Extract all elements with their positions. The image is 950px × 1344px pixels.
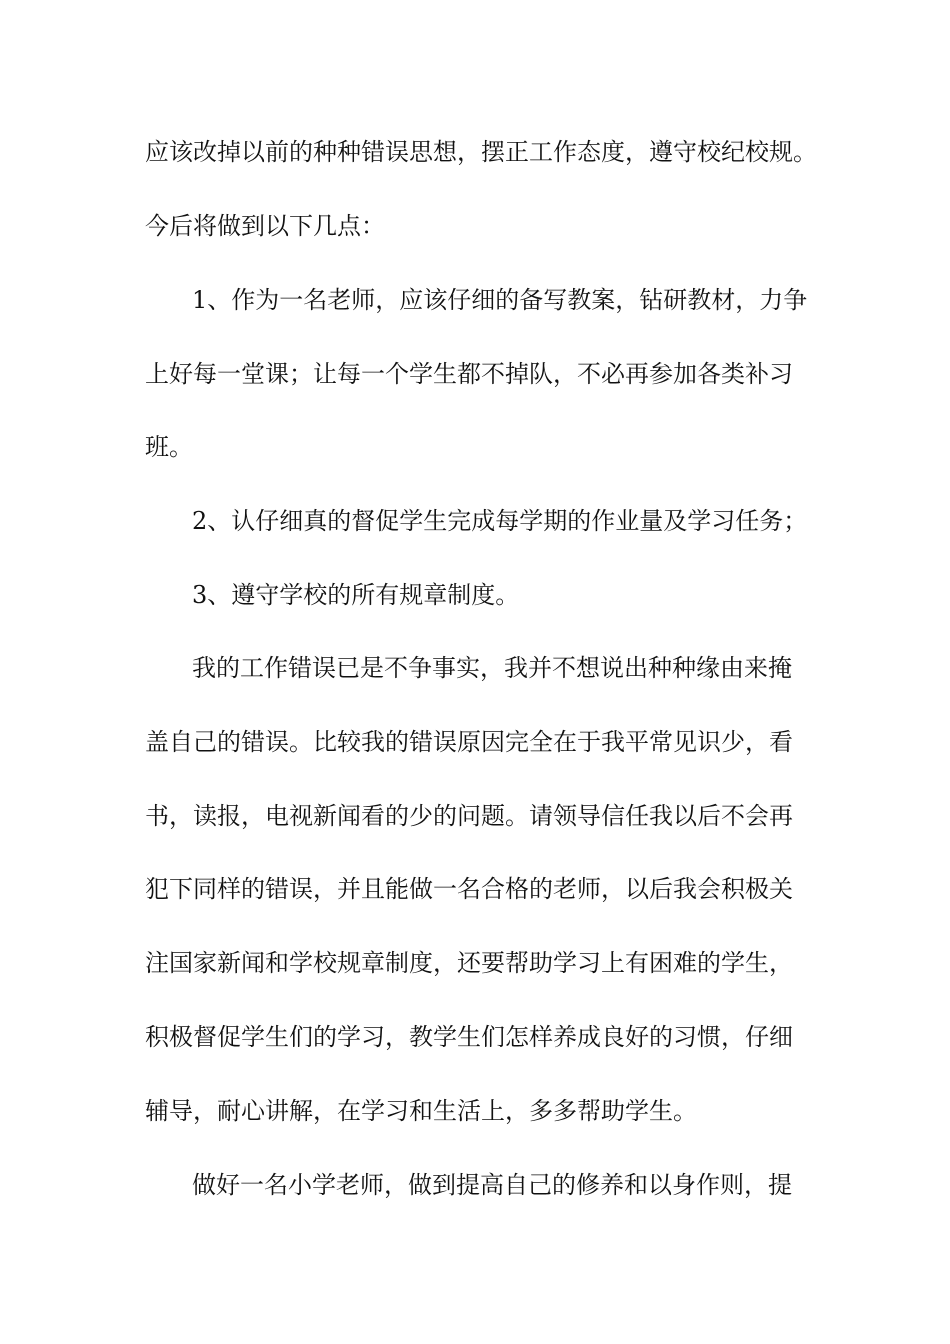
text-line: 上好每一堂课；让每一个学生都不掉队，不必再参加各类补习 xyxy=(145,360,793,388)
text-line: 积极督促学生们的学习，教学生们怎样养成良好的习惯，仔细 xyxy=(145,1023,793,1051)
text-line: 应该改掉以前的种种错误思想，摆正工作态度，遵守校纪校规。 xyxy=(145,138,817,166)
text-line: 1、作为一名老师，应该仔细的备写教案，钻研教材，力争 xyxy=(192,286,808,314)
text-line: 班。 xyxy=(145,433,193,461)
text-line: 盖自己的错误。比较我的错误原因完全在于我平常见识少，看 xyxy=(145,728,793,756)
text-line: 今后将做到以下几点： xyxy=(145,212,385,240)
text-line: 3、遵守学校的所有规章制度。 xyxy=(192,581,520,609)
text-line: 犯下同样的错误，并且能做一名合格的老师，以后我会积极关 xyxy=(145,875,793,903)
text-line: 我的工作错误已是不争事实，我并不想说出种种缘由来掩 xyxy=(192,654,792,682)
text-line: 书，读报，电视新闻看的少的问题。请领导信任我以后不会再 xyxy=(145,802,793,830)
text-line: 2、认仔细真的督促学生完成每学期的作业量及学习任务； xyxy=(192,507,808,535)
text-line: 辅导，耐心讲解，在学习和生活上，多多帮助学生。 xyxy=(145,1097,697,1125)
text-line: 做好一名小学老师，做到提高自己的修养和以身作则，提 xyxy=(192,1171,792,1199)
text-line: 注国家新闻和学校规章制度，还要帮助学习上有困难的学生， xyxy=(145,949,793,977)
